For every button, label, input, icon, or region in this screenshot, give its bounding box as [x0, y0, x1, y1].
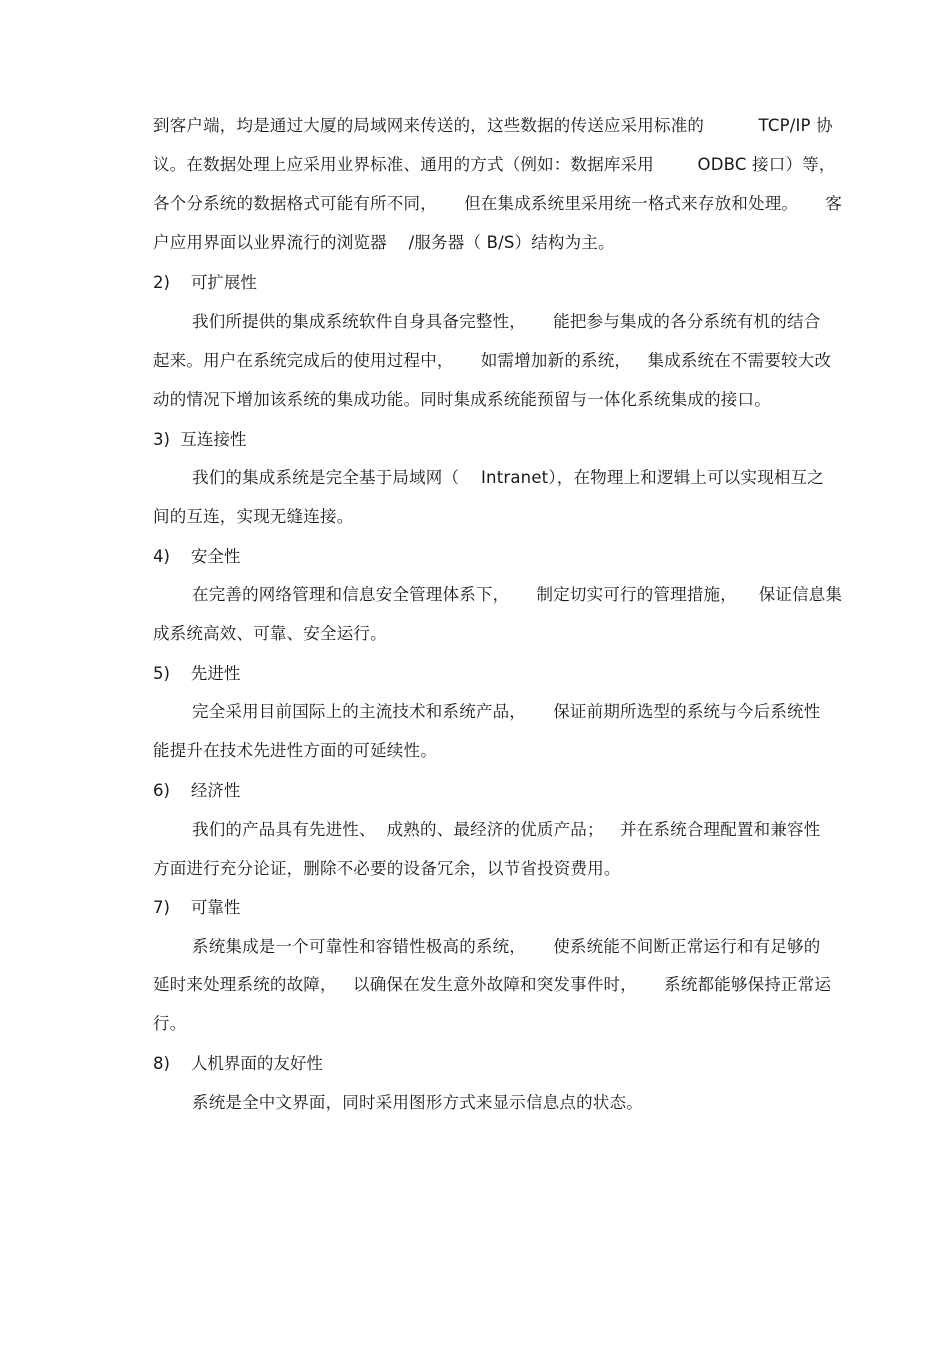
intro-line: 议。在数据处理上应采用业界标准、通用的方式（例如：数据库采用 ODBC 接口）等，: [153, 155, 836, 174]
section-heading: 5) 先进性: [153, 664, 241, 683]
section-heading: 3) 互连接性: [153, 430, 247, 449]
section-heading: 8) 人机界面的友好性: [153, 1054, 323, 1073]
paragraph-line: 动的情况下增加该系统的集成功能。同时集成系统能预留与一体化系统集成的接口。: [153, 390, 771, 409]
paragraph-line: 系统是全中文界面，同时采用图形方式来显示信息点的状态。: [192, 1093, 643, 1112]
paragraph-line: 延时来处理系统的故障， 以确保在发生意外故障和突发事件时， 系统都能够保持正常运: [153, 975, 832, 994]
intro-line: 到客户端，均是通过大厦的局域网来传送的，这些数据的传送应采用标准的 TCP/IP 协: [153, 116, 833, 135]
paragraph-line: 起来。用户在系统完成后的使用过程中， 如需增加新的系统， 集成系统在不需要较大改: [153, 351, 832, 370]
intro-line: 各个分系统的数据格式可能有所不同， 但在集成系统里采用统一格式来存放和处理。 客: [153, 194, 843, 213]
section-heading: 2) 可扩展性: [153, 273, 257, 292]
paragraph-line: 系统集成是一个可靠性和容错性极高的系统， 使系统能不间断正常运行和有足够的: [192, 937, 821, 956]
section-heading: 7) 可靠性: [153, 898, 241, 917]
paragraph-line: 成系统高效、可靠、安全运行。: [153, 624, 387, 643]
paragraph-line: 行。: [153, 1014, 187, 1033]
paragraph-line: 方面进行充分论证，删除不必要的设备冗余，以节省投资费用。: [153, 859, 621, 878]
section-heading: 4) 安全性: [153, 547, 241, 566]
paragraph-line: 我们的集成系统是完全基于局域网（ Intranet），在物理上和逻辑上可以实现相互之: [192, 468, 824, 487]
paragraph-line: 间的互连，实现无缝连接。: [153, 507, 354, 526]
paragraph-line: 能提升在技术先进性方面的可延续性。: [153, 741, 437, 760]
paragraph-line: 我们所提供的集成系统软件自身具备完整性， 能把参与集成的各分系统有机的结合: [192, 312, 821, 331]
paragraph-line: 我们的产品具有先进性、 成熟的、最经济的优质产品； 并在系统合理配置和兼容性: [192, 820, 821, 839]
paragraph-line: 在完善的网络管理和信息安全管理体系下， 制定切实可行的管理措施， 保证信息集: [192, 585, 843, 604]
intro-line: 户应用界面以业界流行的浏览器 /服务器（ B/S）结构为主。: [153, 233, 615, 252]
paragraph-line: 完全采用目前国际上的主流技术和系统产品， 保证前期所选型的系统与今后系统性: [192, 702, 821, 721]
section-heading: 6) 经济性: [153, 781, 241, 800]
